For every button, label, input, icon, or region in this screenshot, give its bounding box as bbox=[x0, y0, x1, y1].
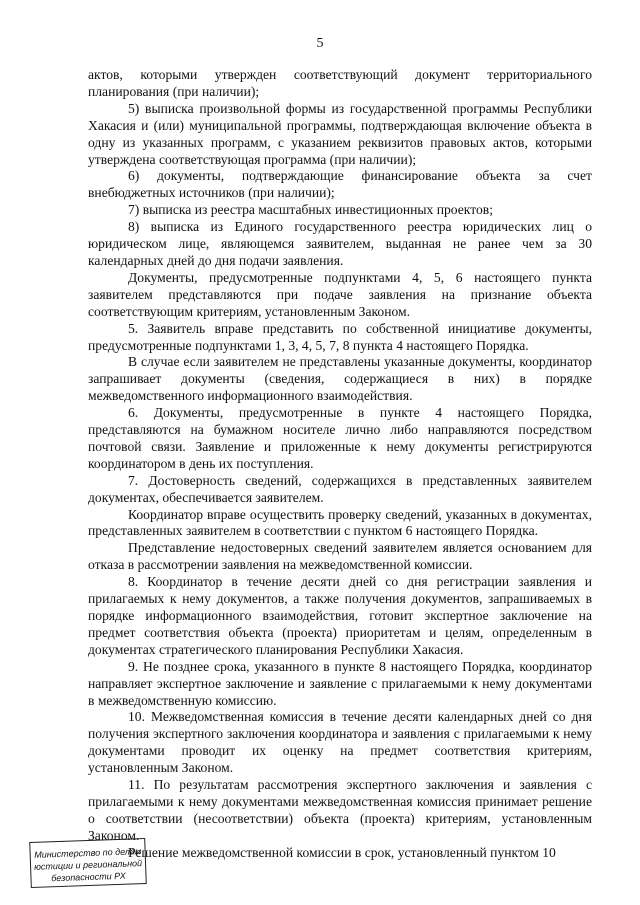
paragraph: 7) выписка из реестра масштабных инвестиционных проектов; bbox=[128, 202, 493, 218]
paragraph: 7. Достоверность сведений, содержащихся в представленных заявителем документах, обеспечивается заявителем. bbox=[88, 472, 592, 505]
paragraph: 10. Межведомственная комиссия в течение десяти календарных дней со дня получения экспертного заключения координатора и заявления с прилагаемыми к нему документами проводит их оценку на предмет соответствия критериям, установленным Законом. bbox=[88, 709, 592, 776]
paragraph: актов, которыми утвержден соответствующий документ территориального планирования (при наличии); bbox=[88, 67, 592, 99]
paragraph: 8. Координатор в течение десяти дней со дня регистрации заявления и прилагаемых к нему документов, а также получения документов, запрашиваемых в порядке информационного взаимодействия, готовит экспертное заключение на предмет соответствия объекта (проекта) приоритетам и целям, определенным в документах стратегического планирования Республики Хакасия. bbox=[88, 574, 592, 657]
stamp-line: Министерство по делам bbox=[34, 846, 142, 860]
paragraph: 11. По результатам рассмотрения экспертного заключения и заявления с прилагаемыми к нему документами межведомственная комиссия принимает решение о соответствии (несоответствии) объекта (проекта) критериям, установленным Законом. bbox=[88, 777, 592, 843]
paragraph: 5) выписка произвольной формы из государственной программы Республики Хакасия и (или) муниципальной программы, подтверждающая включение объекта в одну из указанных программ, с указанием реквизитов правовых актов, которыми утверждена соответствующая программа (при наличии); bbox=[88, 100, 592, 167]
paragraph: Решение межведомственной комиссии в срок, установленный пунктом 10 bbox=[128, 844, 556, 860]
stamp-line: безопасности РХ bbox=[51, 870, 126, 884]
paragraph: 9. Не позднее срока, указанного в пункте 8 настоящего Порядка, координатор направляет экспертное заключение и заявление с прилагаемыми к нему документами в межведомственную комиссию. bbox=[88, 658, 592, 708]
paragraph: 6. Документы, предусмотренные в пункте 4 настоящего Порядка, представляются на бумажном носителе лично либо направляются посредством почтовой связи. Заявление и приложенные к нему документы регистрируются координатором в день их поступления. bbox=[88, 405, 592, 471]
paragraph: В случае если заявителем не представлены указанные документы, координатор запрашивает документы (сведения, содержащиеся в них) в порядке межведомственного информационного взаимодействия. bbox=[88, 354, 592, 404]
paragraph: 8) выписка из Единого государственного реестра юридических лиц о юридическом лице, являющемся заявителем, выданная не ранее чем за 30 календарных дней до дня подачи заявления. bbox=[88, 219, 592, 268]
paragraph: 6) документы, подтверждающие финансирование объекта за счет внебюджетных источников (при наличии); bbox=[88, 168, 592, 201]
paragraph: Координатор вправе осуществить проверку сведений, указанных в документах, представленных заявителем в соответствии с пунктом 6 настоящего Порядка. bbox=[88, 506, 592, 539]
paragraph: Документы, предусмотренные подпунктами 4, 5, 6 настоящего пункта заявителем представляются при подаче заявления на признание объекта соответствующим критериям, установленным Законом. bbox=[88, 269, 592, 319]
ministry-stamp bbox=[29, 838, 147, 888]
page-number: 5 bbox=[316, 36, 324, 51]
stamp-line: юстиции и региональной bbox=[33, 858, 143, 872]
paragraph: 5. Заявитель вправе представить по собственной инициативе документы, предусмотренные подпунктами 1, 3, 4, 5, 7, 8 пункта 4 настоящего Порядка. bbox=[88, 320, 592, 353]
document-body bbox=[88, 67, 592, 862]
paragraph: Представление недостоверных сведений заявителем является основанием для отказа в рассмотрении заявления на межведомственной комиссии. bbox=[88, 540, 592, 573]
